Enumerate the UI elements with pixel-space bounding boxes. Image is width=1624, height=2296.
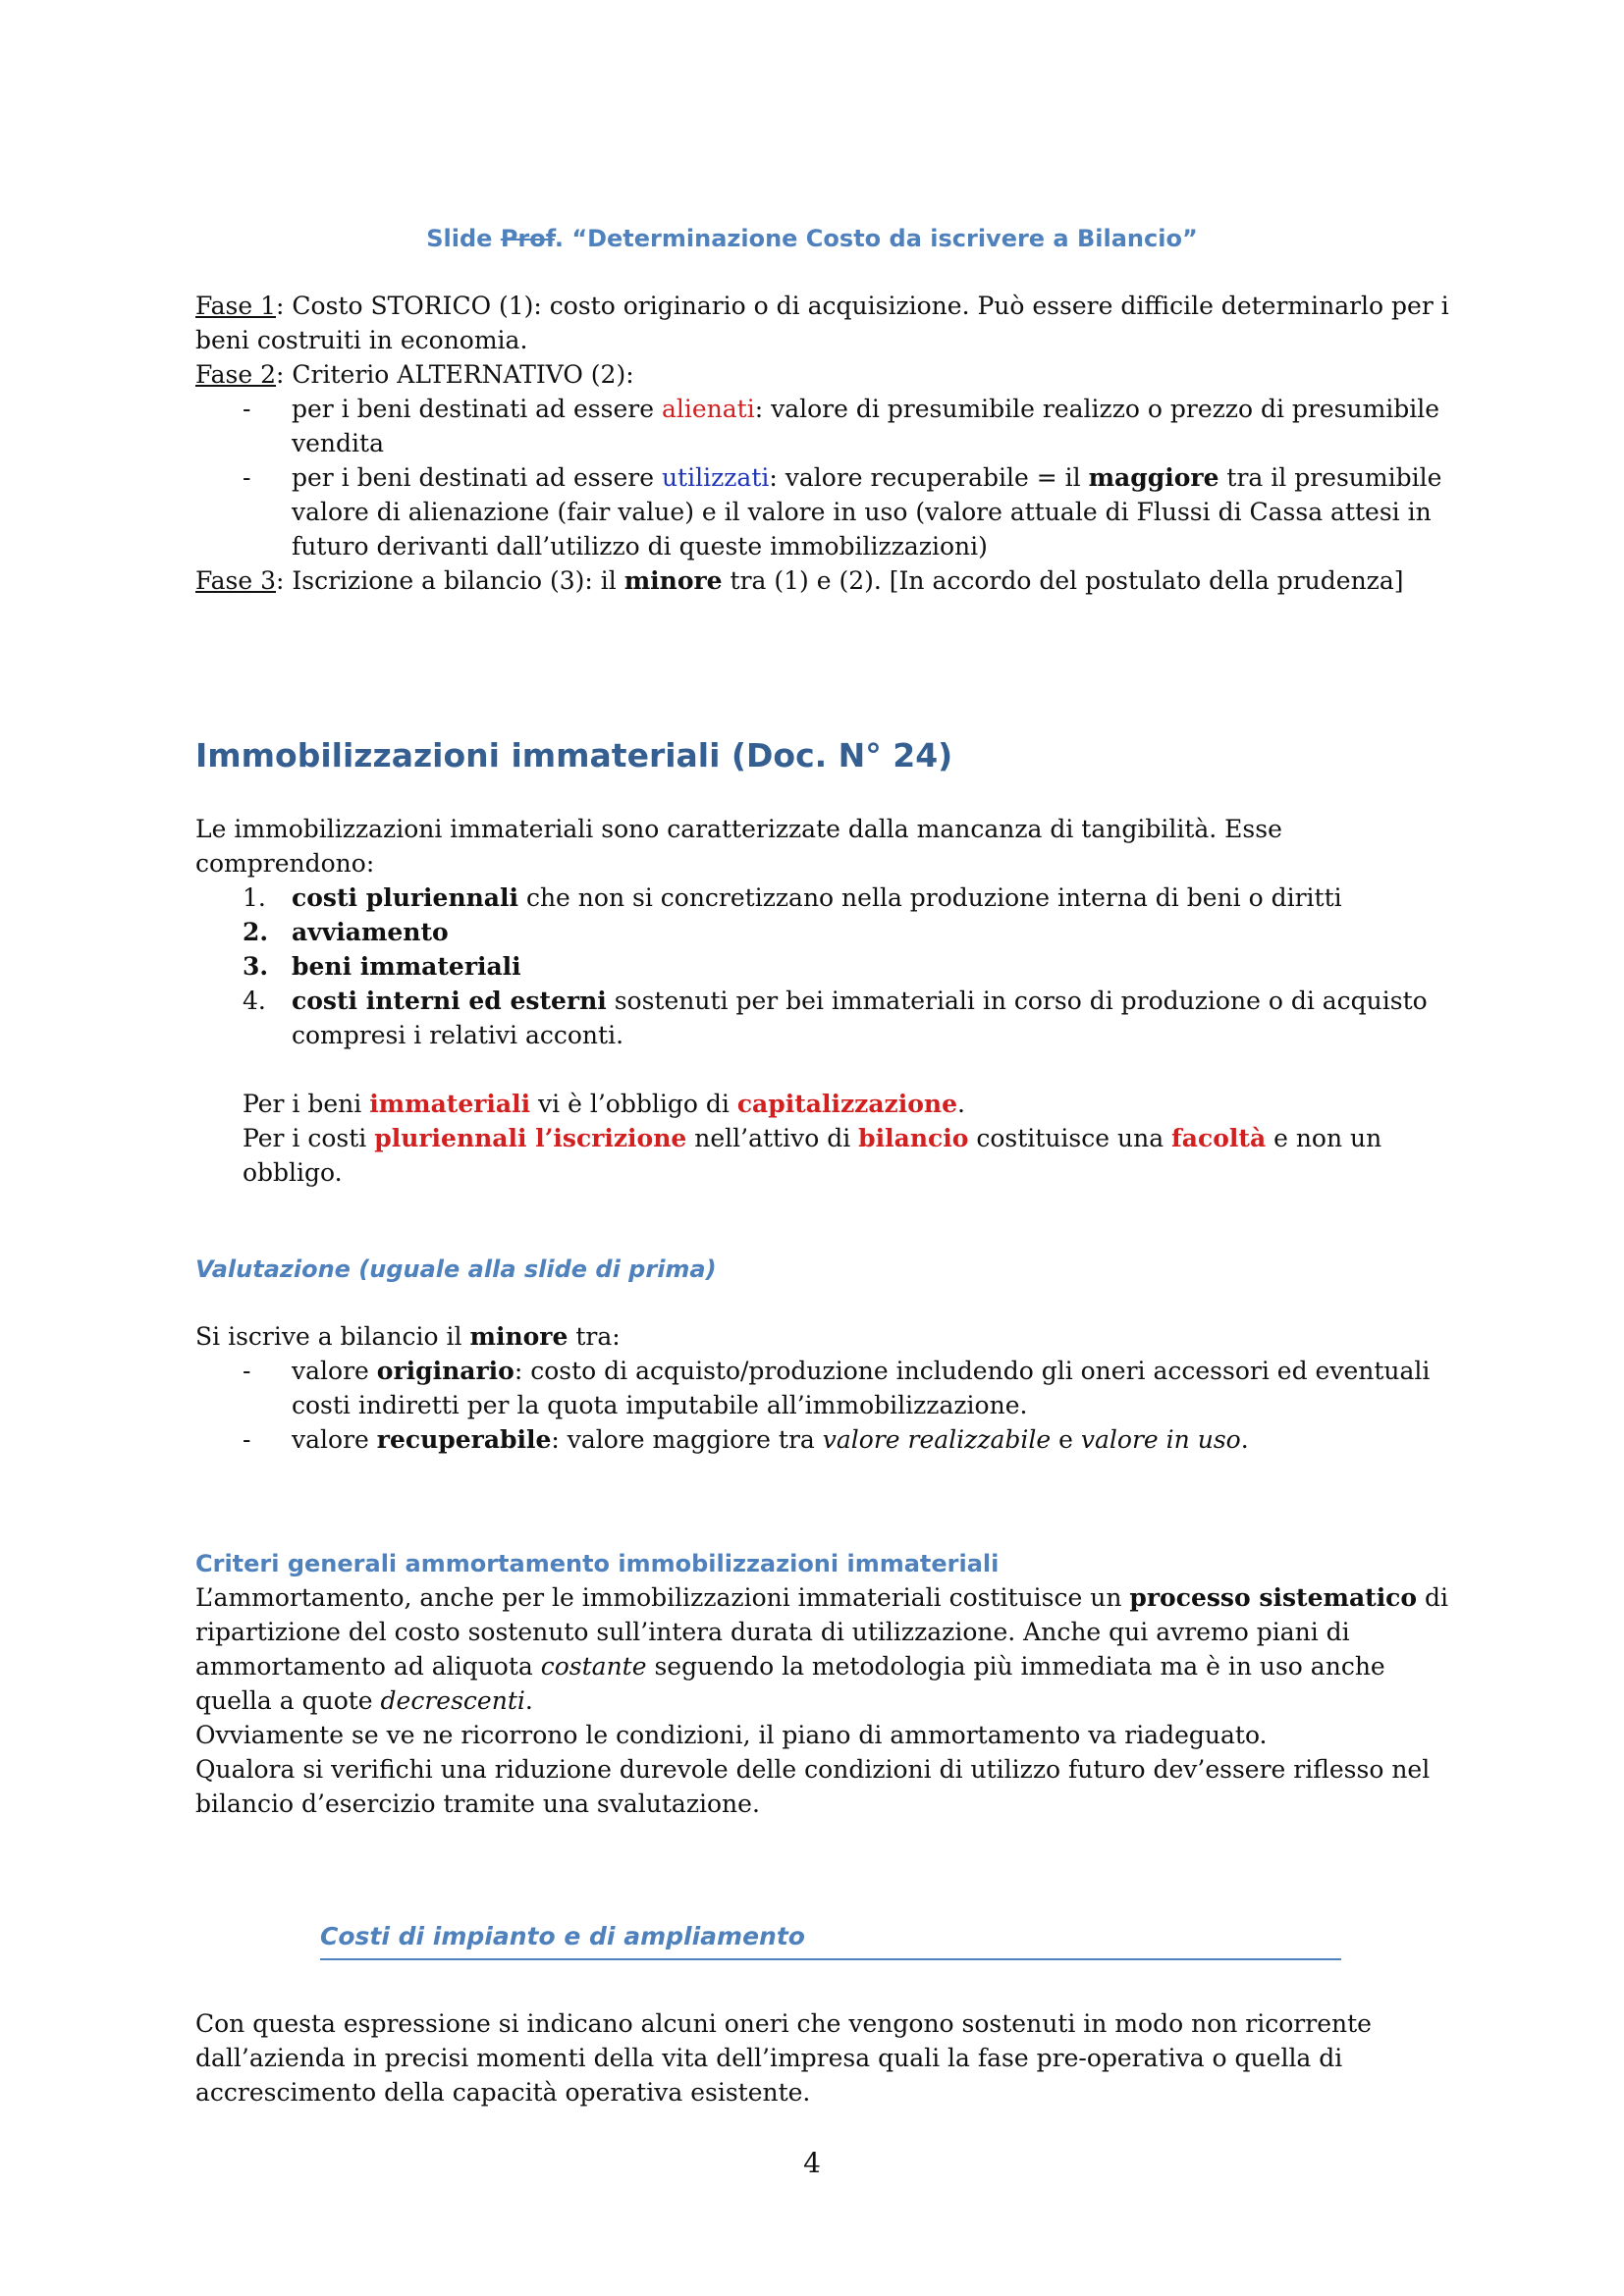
criteri-section [195, 1580, 1462, 1821]
list-item: 2. avviamento [243, 918, 449, 946]
intro-paragraph: Le immobilizzazioni immateriali sono caratterizzate dalla mancanza di tangibilità. Esse comprendono: [195, 815, 1282, 878]
list-item: 4. costi interni ed esterni sostenuti per bei immateriali in corso di produzione o di acquisto compresi i relativi acconti. [243, 987, 1428, 1049]
list-item: - valore originario: costo di acquisto/produzione includendo gli oneri accessori ed eventuali costi indiretti per la quota imputabile all’immobilizzazione. [195, 1354, 1462, 1422]
fase-2-list [195, 392, 1462, 563]
section-heading-costi-impianto: Costi di impianto e di ampliamento [320, 1919, 1341, 1960]
fase-1: Fase 1: Costo STORICO (1): costo originario o di acquisizione. Può essere difficile determinarlo per i beni costruiti in economia. [195, 292, 1449, 354]
immateriali-list [195, 881, 1462, 1052]
list-item: 1. costi pluriennali che non si concretizzano nella produzione interna di beni o diritti [243, 883, 1342, 912]
section-heading-immateriali: Immobilizzazioni immateriali (Doc. N° 24) [195, 736, 953, 774]
section-heading-valutazione: Valutazione (uguale alla slide di prima) [195, 1255, 717, 1283]
list-item: 3. beni immateriali [243, 952, 521, 981]
capitalizzazione-paragraph: Per i beni immateriali vi è l’obbligo di capitalizzazione. [243, 1090, 965, 1118]
criteri-paragraph-2: Ovviamente se ve ne ricorrono le condizioni, il piano di ammortamento va riadeguato. [195, 1721, 1268, 1749]
costi-impianto-paragraph: Con questa espressione si indicano alcuni oneri che vengono sostenuti in modo non ricorrente dall’azienda in precisi momenti della vita dell’impresa quali la fase pre-operativa o quella di accrescimento della capacità operativa esistente. [195, 2009, 1372, 2107]
valutazione-list [195, 1354, 1462, 1457]
list-item: - valore recuperabile: valore maggiore tra valore realizzabile e valore in uso. [195, 1422, 1462, 1457]
slide-heading: Slide Prof. “Determinazione Costo da iscrivere a Bilancio” [426, 225, 1198, 252]
struck-word: Prof [500, 225, 555, 252]
page-number: 4 [803, 2147, 821, 2179]
fase-2: Fase 2: Criterio ALTERNATIVO (2): [195, 360, 634, 389]
valutazione-section [195, 1319, 1462, 1457]
facolta-paragraph: Per i costi pluriennali l’iscrizione nell’attivo di bilancio costituisce una facoltà e non un obbligo. [243, 1124, 1382, 1187]
list-item: - per i beni destinati ad essere utilizzati: valore recuperabile = il maggiore tra il presumibile valore di alienazione (fair value) e il valore in uso (valore attuale di Flussi di Cassa attesi in futuro derivanti dall’utilizzo di queste immobilizzazioni) [195, 460, 1462, 563]
section-heading-criteri: Criteri generali ammortamento immobilizzazioni immateriali [195, 1550, 1000, 1577]
list-item: - per i beni destinati ad essere alienati: valore di presumibile realizzo o prezzo di presumibile vendita [195, 392, 1462, 460]
valutazione-intro: Si iscrive a bilancio il minore tra: [195, 1322, 621, 1351]
immateriali-section [195, 812, 1462, 1190]
criteri-paragraph: L’ammortamento, anche per le immobilizzazioni immateriali costituisce un processo sistematico di ripartizione del costo sostenuto sull’intera durata di utilizzazione. Anche qui avremo piani di ammortamento ad aliquota costante seguendo la metodologia più immediata ma è in uso anche quella a quote decrescenti. [195, 1583, 1449, 1715]
criteri-paragraph-3: Qualora si verifichi una riduzione durevole delle condizioni di utilizzo futuro dev’essere riflesso nel bilancio d’esercizio tramite una svalutazione. [195, 1755, 1431, 1818]
fasi-section [195, 289, 1462, 598]
fase-3: Fase 3: Iscrizione a bilancio (3): il minore tra (1) e (2). [In accordo del postulato della prudenza] [195, 566, 1404, 595]
